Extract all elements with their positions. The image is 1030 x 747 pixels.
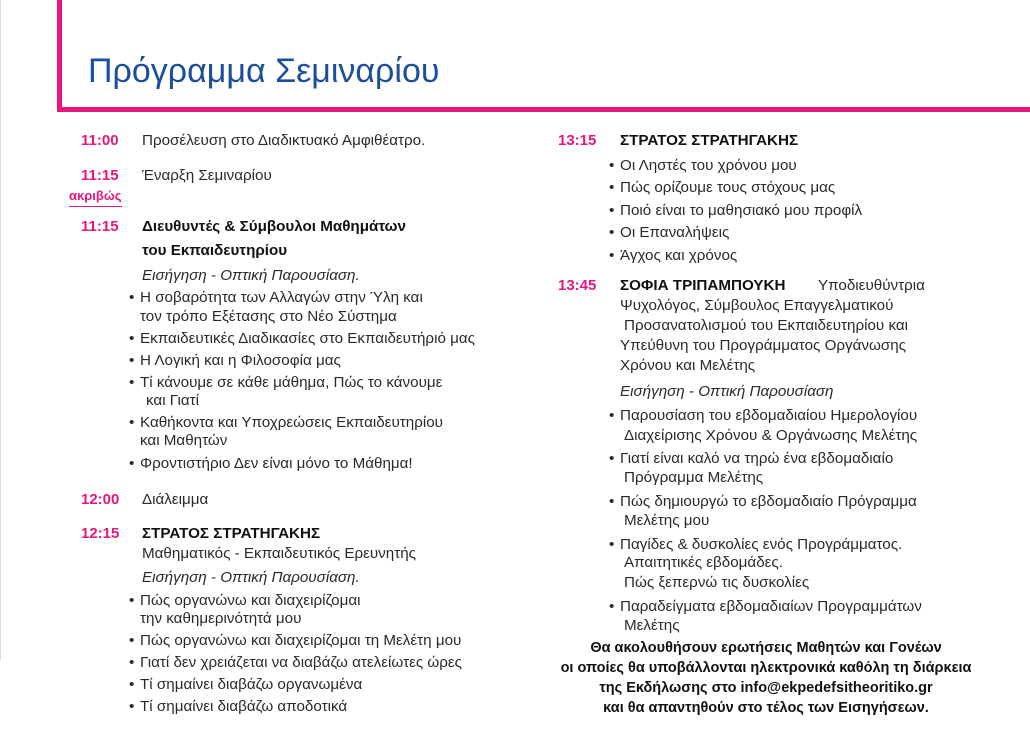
time-13-45: 13:45	[558, 277, 597, 294]
time-13-15: 13:15	[558, 132, 597, 149]
title-frame-left	[57, 0, 62, 112]
time-12-00: 12:00	[81, 491, 120, 508]
closing-line: και θα απαντηθούν στο τέλος των Εισηγήσεων.	[603, 700, 929, 716]
presentation-type: Εισήγηση - Οπτική Παρουσίαση.	[142, 569, 360, 586]
list-item: • Η σοβαρότητα των Αλλαγών στην Ύλη και	[140, 288, 423, 308]
list-item: • Πώς ορίζουμε τους στόχους μας	[620, 178, 835, 198]
closing-line: Θα ακολουθήσουν ερωτήσεις Μαθητών και Γονέων	[590, 640, 942, 656]
list-item: • Παρουσίαση του εβδομαδιαίου Ημερολογίου	[620, 406, 917, 426]
speaker-sofia: ΣΟΦΙΑ ΤΡΙΠΑΜΠΟΥΚΗ	[620, 277, 786, 294]
speaker-directors: Διευθυντές & Σύμβουλοι Μαθημάτων	[142, 218, 406, 235]
seminar-start-text: Έναρξη Σεμιναρίου	[142, 167, 272, 184]
list-item-cont: Μελέτης μου	[624, 512, 710, 529]
list-item: • Γιατί είναι καλό να τηρώ ένα εβδομαδιαίο	[620, 449, 893, 469]
list-item: • Εκπαιδευτικές Διαδικασίες στο Εκπαιδευτήριό μας	[140, 329, 475, 349]
list-item: • Πώς δημιουργώ το εβδομαδιαίο Πρόγραμμα	[620, 492, 917, 512]
time-11-00: 11:00	[81, 132, 119, 149]
speaker-stratos-2: ΣΤΡΑΤΟΣ ΣΤΡΑΤΗΓΑΚΗΣ	[620, 132, 799, 149]
list-item: • Τί σημαίνει διαβάζω αποδοτικά	[140, 697, 347, 717]
speaker-directors-line2: του Εκπαιδευτηρίου	[142, 242, 288, 259]
page-title: Πρόγραμμα Σεμιναρίου	[88, 52, 440, 90]
list-item: • Καθήκοντα και Υποχρεώσεις Εκπαιδευτηρίου	[140, 413, 443, 433]
list-item-cont: Απαιτητικές εβδομάδες.	[624, 554, 783, 571]
list-item: • Οι Επαναλήψεις	[620, 223, 729, 243]
speaker-role: Μαθηματικός - Εκπαιδευτικός Ερευνητής	[142, 545, 416, 562]
list-item: • Πώς οργανώνω και διαχειρίζομαι τη Μελέτη μου	[140, 631, 461, 651]
time-12-15: 12:15	[81, 525, 120, 542]
list-item: • Φροντιστήριο Δεν είναι μόνο το Μάθημα!	[140, 454, 413, 474]
list-item-cont: Πρόγραμμα Μελέτης	[624, 469, 764, 486]
list-item-cont: Μελέτης	[624, 617, 680, 634]
exactly-label: ακριβώς	[69, 186, 122, 207]
list-item-cont: και Γιατί	[146, 392, 200, 409]
list-item-cont: Πώς ξεπερνώ τις δυσκολίες	[624, 574, 810, 591]
page-edge	[0, 0, 1, 660]
list-item-cont: και Μαθητών	[140, 432, 228, 449]
list-item-cont: Διαχείρισης Χρόνου & Οργάνωσης Μελέτης	[624, 427, 918, 444]
speaker-sofia-role: Υπεύθυνη του Προγράμματος Οργάνωσης	[620, 337, 906, 354]
speaker-sofia-role: Ψυχολόγος, Σύμβουλος Επαγγελματικού	[620, 297, 894, 314]
list-item-cont: την καθημερινότητά μου	[140, 610, 302, 627]
list-item: • Η Λογική και η Φιλοσοφία μας	[140, 351, 341, 371]
closing-note	[556, 638, 976, 718]
list-item: • Ποιό είναι το μαθησιακό μου προφίλ	[620, 201, 862, 221]
list-item: • Γιατί δεν χρειάζεται να διαβάζω ατελείωτες ώρες	[140, 653, 462, 673]
time-11-15-start: 11:15	[81, 167, 119, 184]
presentation-type: Εισήγηση - Οπτική Παρουσίαση	[620, 383, 834, 400]
list-item: • Πώς οργανώνω και διαχειρίζομαι	[140, 591, 361, 611]
list-item: • Παραδείγματα εβδομαδιαίων Προγραμμάτων	[620, 597, 922, 617]
speaker-stratos: ΣΤΡΑΤΟΣ ΣΤΡΑΤΗΓΑΚΗΣ	[142, 525, 321, 542]
title-frame-bottom	[57, 107, 1030, 112]
arrival-text: Προσέλευση στο Διαδικτυακό Αμφιθέατρο.	[142, 132, 426, 149]
time-11-15: 11:15	[81, 218, 119, 235]
list-item: • Τί σημαίνει διαβάζω οργανωμένα	[140, 675, 362, 695]
list-item: • Τί κάνουμε σε κάθε μάθημα, Πώς το κάνουμε	[140, 373, 442, 393]
break-text: Διάλειμμα	[142, 491, 209, 508]
closing-line: της Εκδήλωσης στο info@ekpedefsitheoritiko.gr	[599, 680, 933, 696]
speaker-sofia-role: Προσανατολισμού του Εκπαιδευτηρίου και	[624, 317, 909, 334]
list-item: • Παγίδες & δυσκολίες ενός Προγράμματος.	[620, 535, 902, 555]
speaker-sofia-role: Υποδιευθύντρια	[818, 277, 925, 294]
list-item: • Άγχος και χρόνος	[620, 246, 737, 266]
presentation-type: Εισήγηση - Οπτική Παρουσίαση.	[142, 267, 360, 284]
closing-line: οι οποίες θα υποβάλλονται ηλεκτρονικά καθόλη τη διάρκεια	[560, 660, 972, 676]
list-item-cont: τον τρόπο Εξέτασης στο Νέο Σύστημα	[140, 308, 397, 325]
list-item: • Οι Ληστές του χρόνου μου	[620, 156, 797, 176]
speaker-sofia-role: Χρόνου και Μελέτης	[620, 357, 756, 374]
